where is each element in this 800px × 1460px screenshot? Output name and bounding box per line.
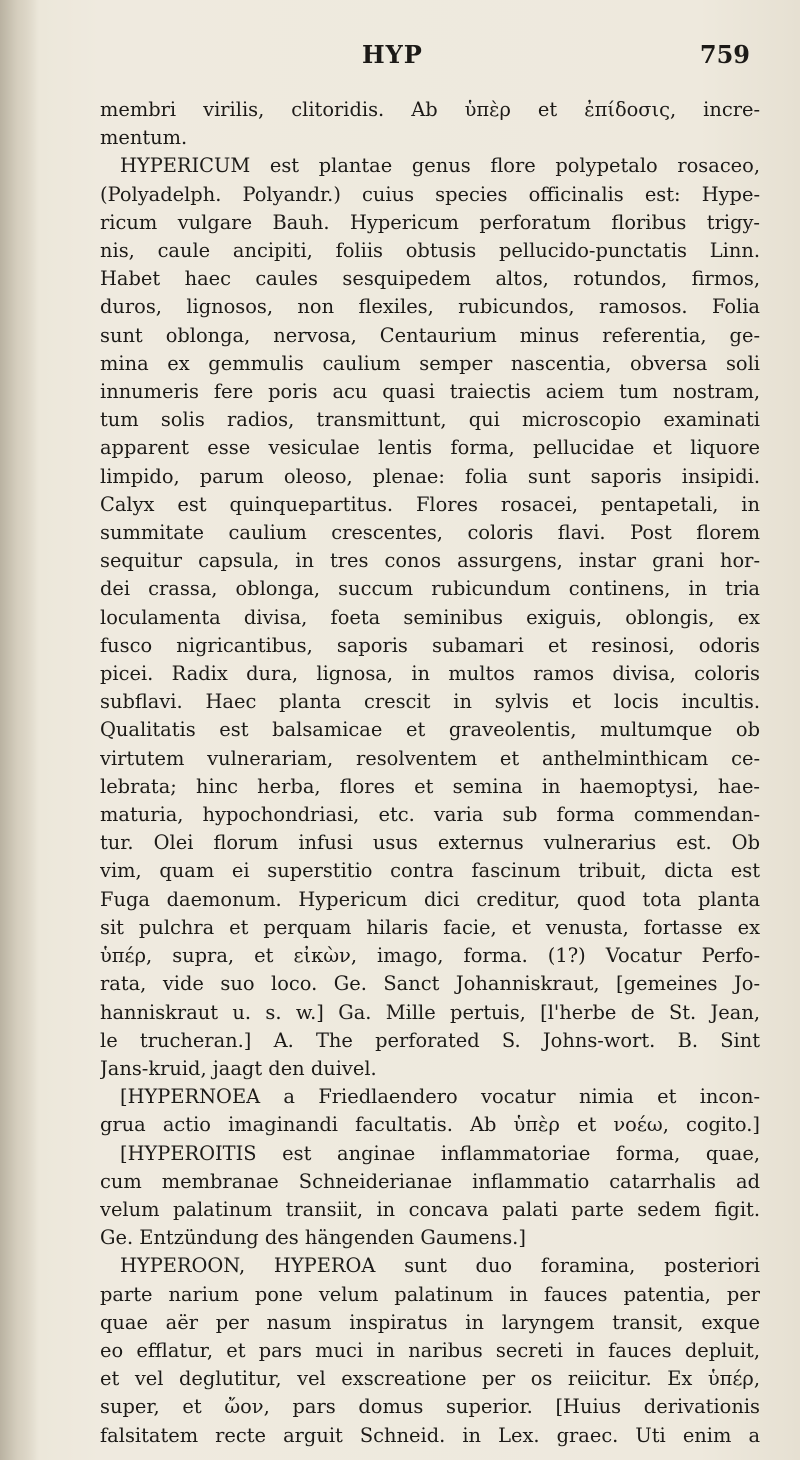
text-line: hanniskraut u. s. w.] Ga. Mille pertuis, [l'herbe de St. Jean, xyxy=(100,1000,760,1024)
text-line: [HYPEROITIS est anginae inflammatoriae forma, quae, xyxy=(120,1141,760,1165)
text-line: picei. Radix dura, lignosa, in multos ramos divisa, coloris xyxy=(100,662,760,686)
text-line: Calyx est quinquepartitus. Flores rosacei, pentapetali, in xyxy=(100,492,760,516)
text-line: grua actio imaginandi facultatis. Ab ὑπὲρ et νοέω, cogito.] xyxy=(100,1113,760,1137)
page-gutter-shadow xyxy=(0,0,38,1460)
text-line: eo efflatur, et pars muci in naribus secreti in fauces depluit, xyxy=(100,1338,760,1362)
text-line: innumeris fere poris acu quasi traiectis aciem tum nostram, xyxy=(100,380,760,404)
text-line: subflavi. Haec planta crescit in sylvis et locis incultis. xyxy=(100,690,760,714)
text-line: tum solis radios, transmittunt, qui microscopio examinati xyxy=(100,408,760,432)
running-head: HYP xyxy=(362,40,423,69)
text-line: sunt oblonga, nervosa, Centaurium minus referentia, ge- xyxy=(100,323,760,347)
text-line: [HYPERNOEA a Friedlaendero vocatur nimia et incon- xyxy=(120,1085,760,1109)
text-line: duros, lignosos, non flexiles, rubicundos, ramosos. Folia xyxy=(100,295,760,319)
text-line: Ge. Entzündung des hängenden Gaumens.] xyxy=(100,1226,526,1250)
text-line: limpido, parum oleoso, plenae: folia sunt saporis insipidi. xyxy=(100,464,760,488)
text-line: velum palatinum transiit, in concava palati parte sedem figit. xyxy=(100,1197,760,1221)
text-line: et vel deglutitur, vel exscreatione per os reiicitur. Ex ὑπέρ, xyxy=(100,1367,760,1391)
text-line: ὑπέρ, supra, et εἰκὼν, imago, forma. (1?) Vocatur Perfo- xyxy=(100,944,760,968)
text-line: loculamenta divisa, foeta seminibus exiguis, oblongis, ex xyxy=(100,605,760,629)
text-line: rata, vide suo loco. Ge. Sanct Johanniskraut, [gemeines Jo- xyxy=(100,972,760,996)
text-line: maturia, hypochondriasi, etc. varia sub forma commendan- xyxy=(100,803,760,827)
text-line: HYPERICUM est plantae genus flore polypetalo rosaceo, xyxy=(120,154,760,178)
text-line: lebrata; hinc herba, flores et semina in haemoptysi, hae- xyxy=(100,774,760,798)
text-line: apparent esse vesiculae lentis forma, pellucidae et liquore xyxy=(100,436,760,460)
dictionary-text xyxy=(100,96,760,1450)
text-line: Habet haec caules sesquipedem altos, rotundos, firmos, xyxy=(100,267,760,291)
text-line: quae aër per nasum inspiratus in laryngem transit, exque xyxy=(100,1310,760,1334)
text-line: le trucheran.] A. The perforated S. Johns-wort. B. Sint xyxy=(100,1028,760,1052)
text-line: parte narium pone velum palatinum in fauces patentia, per xyxy=(100,1282,760,1306)
text-line: summitate caulium crescentes, coloris flavi. Post florem xyxy=(100,521,760,545)
page-header xyxy=(100,40,750,76)
text-line: HYPEROON, HYPEROA sunt duo foramina, posteriori xyxy=(120,1254,760,1278)
text-line: vim, quam ei superstitio contra fascinum tribuit, dicta est xyxy=(100,859,760,883)
text-line: tur. Olei florum infusi usus externus vulnerarius est. Ob xyxy=(100,831,760,855)
text-line: sequitur capsula, in tres conos assurgens, instar grani hor- xyxy=(100,549,760,573)
text-line: (Polyadelph. Polyandr.) cuius species officinalis est: Hype- xyxy=(100,182,760,206)
text-line: sit pulchra et perquam hilaris facie, et venusta, fortasse ex xyxy=(100,915,760,939)
text-line: virtutem vulnerariam, resolventem et anthelminthicam ce- xyxy=(100,746,760,770)
text-line: mina ex gemmulis caulium semper nascentia, obversa soli xyxy=(100,351,760,375)
text-line: Qualitatis est balsamicae et graveolentis, multumque ob xyxy=(100,718,760,742)
text-line: Fuga daemonum. Hypericum dici creditur, quod tota planta xyxy=(100,887,760,911)
text-line: membri virilis, clitoridis. Ab ὑπὲρ et ἐπίδοσις, incre- xyxy=(100,98,760,121)
text-line: nis, caule ancipiti, foliis obtusis pellucido-punctatis Linn. xyxy=(100,239,760,263)
page-number: 759 xyxy=(699,40,750,69)
text-line: dei crassa, oblonga, succum rubicundum continens, in tria xyxy=(100,577,760,601)
text-line: ricum vulgare Bauh. Hypericum perforatum floribus trigy- xyxy=(100,210,760,234)
text-line: cum membranae Schneiderianae inflammatio catarrhalis ad xyxy=(100,1169,760,1193)
text-line: fusco nigricantibus, saporis subamari et resinosi, odoris xyxy=(100,633,760,657)
text-line: falsitatem recte arguit Schneid. in Lex. graec. Uti enim a xyxy=(100,1423,760,1447)
text-line: Jans-kruid, jaagt den duivel. xyxy=(100,1056,377,1080)
text-line: super, et ὤον, pars domus superior. [Huius derivationis xyxy=(100,1395,760,1419)
text-line: mentum. xyxy=(100,126,188,150)
